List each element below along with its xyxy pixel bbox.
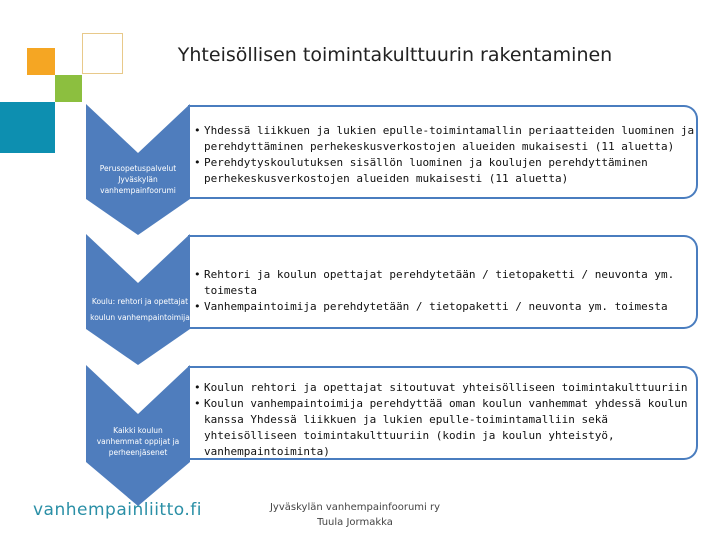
bullet: • Perehdytyskoulutuksen sisällön luominen ja koulujen perehdyttäminen perhekeskusverkostojen alueiden mukaisesti (11 aluetta): [204, 155, 696, 187]
footer: [250, 500, 460, 530]
bullet: • Koulun vanhempaintoimija perehdyttää oman koulun vanhemmat yhdessä koulun kanssa Yhdessä liikkuen ja lukien epulle-toimintamalliin sekä yhteisölliseen toimintakulttuuriin (kodin ja koulun yhteistyö, vanhempaintoiminta): [204, 396, 696, 460]
footer-author: Tuula Jormakka: [317, 517, 393, 528]
bullet: • Yhdessä liikkuen ja lukien epulle-toimintamallin periaatteiden luominen ja perehdyttäminen perhekeskusverkostojen alueiden mukaisesti (11 aluetta): [204, 123, 696, 155]
step-label-3: Kaikki koulun vanhemmat oppijat ja perheenjäsenet: [96, 426, 180, 457]
page-title: Yhteisöllisen toimintakulttuurin rakentaminen: [177, 44, 613, 66]
step-label-1: Perusopetuspalvelut Jyväskylän vanhempainfoorumi: [99, 164, 177, 195]
bullet: • Koulun rehtori ja opettajat sitoutuvat yhteisölliseen toimintakulttuuriin: [204, 380, 696, 396]
step-label-2: Koulu: rehtori ja opettajat koulun vanhempaintoimija: [90, 297, 190, 322]
bullet: • Vanhempaintoimija perehdytetään / tietopaketti / neuvonta ym. toimesta: [204, 299, 696, 315]
vanhempainliitto-logo: vanhempainliitto.fi: [33, 500, 202, 520]
bullet: • Rehtori ja koulun opettajat perehdytetään / tietopaketti / neuvonta ym. toimesta: [204, 267, 696, 299]
footer-org: Jyväskylän vanhempainfoorumi ry: [269, 502, 441, 513]
